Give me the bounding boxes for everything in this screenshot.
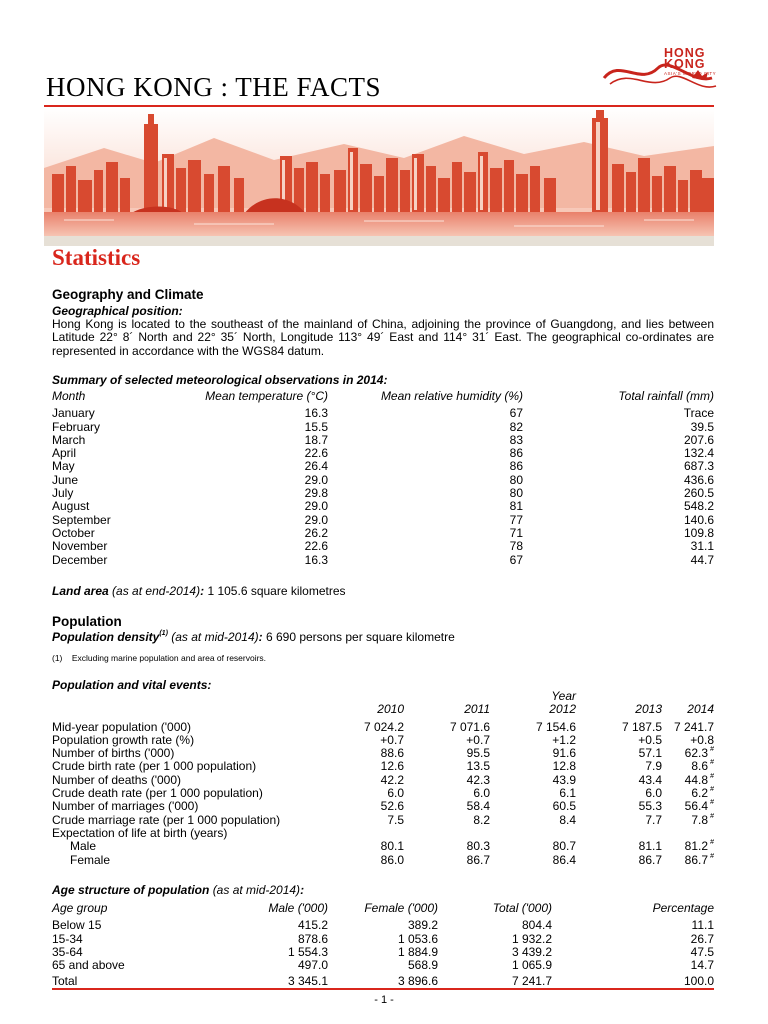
rainfall-cell: 132.4 (683, 446, 714, 461)
vital-row-label: Male (70, 839, 97, 854)
vital-row (52, 734, 714, 747)
vital-row-label: Crude death rate (per 1 000 population) (52, 786, 263, 801)
rainfall-cell: 436.6 (683, 472, 714, 487)
climate-row (52, 514, 714, 527)
vital-value-cell: 80.7 (552, 839, 576, 854)
population-density-line (52, 630, 455, 644)
vital-value-cell: 7.5 (387, 812, 404, 827)
vital-value-cell: 42.2 (380, 772, 404, 787)
age-group-cell: Below 15 (52, 918, 102, 933)
temperature-cell: 16.3 (304, 552, 328, 567)
rainfall-cell: 140.6 (683, 512, 714, 527)
climate-row (52, 421, 714, 434)
vital-value-cell: 7.9 (645, 759, 662, 774)
climate-header-row (52, 390, 714, 403)
climate-row (52, 540, 714, 553)
age-structure-table (52, 902, 714, 989)
male-cell: 1 554.3 (287, 944, 328, 959)
month-cell: August (52, 499, 90, 514)
humidity-cell: 83 (509, 432, 523, 447)
female-cell: 1 053.6 (397, 931, 438, 946)
total-cell: 804.4 (521, 918, 552, 933)
logo-tagline: ASIA'S WORLD CITY (664, 71, 717, 76)
vital-value-cell: 6.2 (691, 786, 708, 801)
age-header-row (52, 902, 714, 915)
provisional-mark: # (710, 746, 714, 754)
temperature-cell: 16.3 (304, 406, 328, 421)
vital-value-cell: +1.2 (552, 732, 576, 747)
vital-value-cell: 7 024.2 (363, 719, 404, 734)
life-expectancy-label: Expectation of life at birth (years) (52, 825, 228, 840)
humidity-cell: 78 (509, 539, 523, 554)
vital-row (52, 747, 714, 760)
temperature-cell: 15.5 (304, 419, 328, 434)
density-label: Population density (52, 630, 160, 644)
rainfall-cell: 39.5 (690, 419, 714, 434)
age-row (52, 946, 714, 959)
percentage-cell: 100.0 (683, 974, 714, 989)
humidity-cell: 71 (509, 525, 523, 540)
banner-base-strip (44, 236, 714, 246)
temperature-cell: 29.0 (304, 499, 328, 514)
year-header: 2013 (635, 702, 662, 717)
temperature-cell: 22.6 (304, 446, 328, 461)
climate-row (52, 500, 714, 513)
age-header-cell: Female ('000) (364, 901, 438, 915)
footnote (52, 653, 266, 663)
provisional-mark: # (710, 772, 714, 780)
bottom-divider (52, 988, 714, 990)
vital-value-cell: 86.7 (466, 852, 490, 867)
year-header: 2014 (687, 702, 714, 717)
rainfall-cell: 687.3 (683, 459, 714, 474)
density-qualifier: (as at mid-2014) (171, 630, 259, 644)
vital-value-cell: 81.1 (638, 839, 662, 854)
vital-value-cell: 13.5 (466, 759, 490, 774)
year-header: 2012 (549, 702, 576, 717)
age-header-cell: Age group (52, 901, 108, 915)
geography-paragraph: Hong Kong is located to the southeast of the mainland of China, adjoining the province of Guangdong, and lies between Latitude 22° 8´ North and 22° 35´ North, Longitude 113° 49´ East and 114° 31´ East. The geographical co-ordinates are represented in accordance with the WGS84 datum. (52, 317, 714, 358)
density-footnote-ref: (1) (159, 630, 168, 637)
vital-row (52, 840, 714, 853)
vital-row (52, 800, 714, 813)
vital-row (52, 760, 714, 773)
month-cell: May (52, 459, 75, 474)
vital-value-cell: 86.4 (552, 852, 576, 867)
rainfall-cell: 548.2 (683, 499, 714, 514)
vital-row-label: Female (70, 852, 111, 867)
land-area-value: 1 105.6 square kilometres (207, 584, 346, 598)
vital-value-cell: +0.8 (690, 732, 714, 747)
vital-row-label: Population growth rate (%) (52, 732, 195, 747)
population-heading: Population (52, 614, 122, 629)
climate-row (52, 527, 714, 540)
month-cell: March (52, 432, 86, 447)
year-label: Year (551, 689, 576, 703)
percentage-cell: 26.7 (690, 931, 714, 946)
vital-value-cell: 6.0 (645, 786, 662, 801)
logo-kong-text: KONG (664, 57, 706, 71)
vital-value-cell: 8.2 (473, 812, 490, 827)
vital-row-label: Crude birth rate (per 1 000 population) (52, 759, 257, 774)
provisional-mark: # (710, 759, 714, 767)
vital-value-cell: 6.1 (559, 786, 576, 801)
female-cell: 568.9 (407, 958, 438, 973)
title-divider (44, 105, 714, 107)
humidity-cell: 67 (509, 552, 523, 567)
percentage-cell: 14.7 (690, 958, 714, 973)
vital-value-cell: 95.5 (466, 746, 490, 761)
humidity-cell: 80 (509, 486, 523, 501)
vital-events-caption: Population and vital events: (52, 678, 212, 692)
vital-row (52, 854, 714, 867)
rainfall-cell: 207.6 (683, 432, 714, 447)
header-temperature: Mean temperature (°C) (205, 389, 328, 403)
vital-row-label: Mid-year population ('000) (52, 719, 192, 734)
temperature-cell: 22.6 (304, 539, 328, 554)
male-cell: 415.2 (297, 918, 328, 933)
vital-value-cell: 43.4 (638, 772, 662, 787)
month-cell: November (52, 539, 108, 554)
humidity-cell: 86 (509, 446, 523, 461)
age-row (52, 919, 714, 932)
section-title: Statistics (52, 245, 141, 270)
vital-value-cell: 56.4 (684, 799, 708, 814)
vital-row (52, 721, 714, 734)
header-humidity: Mean relative humidity (%) (380, 389, 523, 403)
climate-row (52, 460, 714, 473)
vital-value-cell: 81.2 (684, 839, 708, 854)
temperature-cell: 29.0 (304, 512, 328, 527)
age-structure-caption: Age structure of population (52, 883, 210, 897)
vital-value-cell: 6.0 (387, 786, 404, 801)
rainfall-cell: 31.1 (690, 539, 714, 554)
document-title: HONG KONG : THE FACTS (46, 72, 382, 102)
total-cell: 1 932.2 (511, 931, 552, 946)
total-label: Total (52, 974, 78, 989)
rainfall-cell: 260.5 (683, 486, 714, 501)
vital-value-cell: 52.6 (380, 799, 404, 814)
provisional-mark: # (710, 852, 714, 860)
vital-value-cell: 58.4 (466, 799, 490, 814)
vital-value-cell: 80.1 (380, 839, 404, 854)
land-area-qualifier: (as at end-2014) (112, 584, 201, 598)
provisional-mark: # (710, 786, 714, 794)
female-cell: 389.2 (407, 918, 438, 933)
age-group-cell: 35-64 (52, 944, 83, 959)
footnote-marker: (1) (52, 653, 63, 663)
male-cell: 878.6 (297, 931, 328, 946)
total-cell: 7 241.7 (511, 974, 552, 989)
provisional-mark: # (710, 839, 714, 847)
vital-value-cell: 86.7 (684, 852, 708, 867)
vital-row-label: Number of marriages ('000) (52, 799, 199, 814)
vital-row (52, 814, 714, 827)
vital-value-cell: 8.6 (691, 759, 708, 774)
vital-value-cell: 88.6 (380, 746, 404, 761)
vital-value-cell: 80.3 (466, 839, 490, 854)
vital-row-label: Crude marriage rate (per 1 000 population) (52, 812, 281, 827)
month-cell: April (52, 446, 77, 461)
age-header-cell: Total ('000) (492, 901, 552, 915)
male-cell: 497.0 (297, 958, 328, 973)
rainfall-cell: Trace (683, 406, 714, 421)
density-colon: : (258, 630, 263, 644)
years-header-row (52, 703, 714, 716)
climate-row (52, 434, 714, 447)
humidity-cell: 86 (509, 459, 523, 474)
vital-row (52, 774, 714, 787)
vital-value-cell: 62.3 (684, 746, 708, 761)
vital-value-cell: 43.9 (552, 772, 576, 787)
land-area-line (52, 584, 346, 598)
percentage-cell: 11.1 (691, 918, 714, 933)
female-cell: 1 884.9 (397, 944, 438, 959)
vital-value-cell: 7 154.6 (535, 719, 576, 734)
vital-value-cell: 44.8 (684, 772, 708, 787)
month-cell: December (52, 552, 108, 567)
temperature-cell: 18.7 (304, 432, 328, 447)
month-cell: July (52, 486, 74, 501)
vital-events-table (52, 690, 714, 867)
vital-value-cell: 60.5 (552, 799, 576, 814)
footnote-text: Excluding marine population and area of reservoirs. (71, 653, 267, 663)
vital-value-cell: 42.3 (466, 772, 490, 787)
vital-value-cell: 7 187.5 (621, 719, 662, 734)
age-group-cell: 15-34 (52, 931, 83, 946)
age-header-cell: Male ('000) (268, 901, 328, 915)
header-rainfall: Total rainfall (mm) (618, 389, 714, 403)
climate-row (52, 474, 714, 487)
percentage-cell: 47.5 (690, 944, 714, 959)
brand-hong-kong-logo (600, 38, 720, 100)
humidity-cell: 82 (509, 419, 523, 434)
age-row (52, 959, 714, 972)
life-expectancy-label-row (52, 827, 714, 840)
geography-heading: Geography and Climate (52, 287, 204, 302)
skyline-banner-image (44, 108, 714, 236)
age-structure-caption-line (52, 883, 304, 897)
vital-value-cell: 12.6 (380, 759, 404, 774)
total-cell: 3 439.2 (511, 944, 552, 959)
climate-row (52, 447, 714, 460)
humidity-cell: 80 (509, 472, 523, 487)
vital-value-cell: 86.7 (638, 852, 662, 867)
year-label-row (52, 690, 714, 703)
vital-value-cell: 8.4 (559, 812, 576, 827)
age-row (52, 933, 714, 946)
vital-value-cell: 91.6 (552, 746, 576, 761)
age-group-cell: 65 and above (52, 958, 125, 973)
provisional-mark: # (710, 812, 714, 820)
vital-row-label: Number of births ('000) (52, 746, 175, 761)
age-total-row (52, 975, 714, 988)
vital-value-cell: 7 241.7 (673, 719, 714, 734)
age-structure-colon: : (300, 883, 305, 897)
month-cell: February (52, 419, 101, 434)
rainfall-cell: 109.8 (683, 525, 714, 540)
vital-row-label: Number of deaths ('000) (52, 772, 182, 787)
climate-row (52, 487, 714, 500)
humidity-cell: 77 (509, 512, 523, 527)
year-header: 2010 (377, 702, 404, 717)
month-cell: October (52, 525, 95, 540)
vital-value-cell: 12.8 (552, 759, 576, 774)
harbour-skyline-illustration (44, 108, 714, 236)
header-month: Month (52, 389, 86, 403)
age-header-cell: Percentage (652, 901, 714, 915)
vital-value-cell: 7.8 (691, 812, 708, 827)
land-area-colon: : (200, 584, 205, 598)
vital-value-cell: +0.7 (466, 732, 490, 747)
humidity-cell: 67 (509, 406, 523, 421)
month-cell: June (52, 472, 79, 487)
month-cell: January (52, 406, 95, 421)
vital-value-cell: +0.7 (380, 732, 404, 747)
age-structure-qualifier: (as at mid-2014) (212, 883, 301, 897)
climate-row (52, 554, 714, 567)
vital-value-cell: 6.0 (473, 786, 490, 801)
month-cell: September (52, 512, 111, 527)
male-cell: 3 345.1 (287, 974, 328, 989)
vital-row (52, 787, 714, 800)
geographical-position-subheading: Geographical position: (52, 304, 183, 318)
density-value: 6 690 persons per square kilometre (265, 630, 455, 644)
land-area-label: Land area (52, 584, 109, 598)
climate-caption: Summary of selected meteorological observations in 2014: (52, 373, 388, 387)
vital-value-cell: 7.7 (645, 812, 662, 827)
vital-value-cell: 55.3 (638, 799, 662, 814)
vital-value-cell: 57.1 (638, 746, 662, 761)
page-number: - 1 - (374, 994, 394, 1006)
logo-hong-text: HONG (664, 46, 706, 60)
climate-table (52, 390, 714, 567)
temperature-cell: 29.0 (304, 472, 328, 487)
vital-value-cell: +0.5 (638, 732, 662, 747)
total-cell: 1 065.9 (511, 958, 552, 973)
temperature-cell: 26.4 (304, 459, 328, 474)
provisional-mark: # (710, 799, 714, 807)
temperature-cell: 29.8 (304, 486, 328, 501)
year-header: 2011 (464, 702, 490, 717)
vital-value-cell: 86.0 (380, 852, 404, 867)
humidity-cell: 81 (509, 499, 523, 514)
rainfall-cell: 44.7 (690, 552, 714, 567)
female-cell: 3 896.6 (397, 974, 438, 989)
climate-row (52, 407, 714, 420)
temperature-cell: 26.2 (304, 525, 328, 540)
vital-value-cell: 7 071.6 (449, 719, 490, 734)
